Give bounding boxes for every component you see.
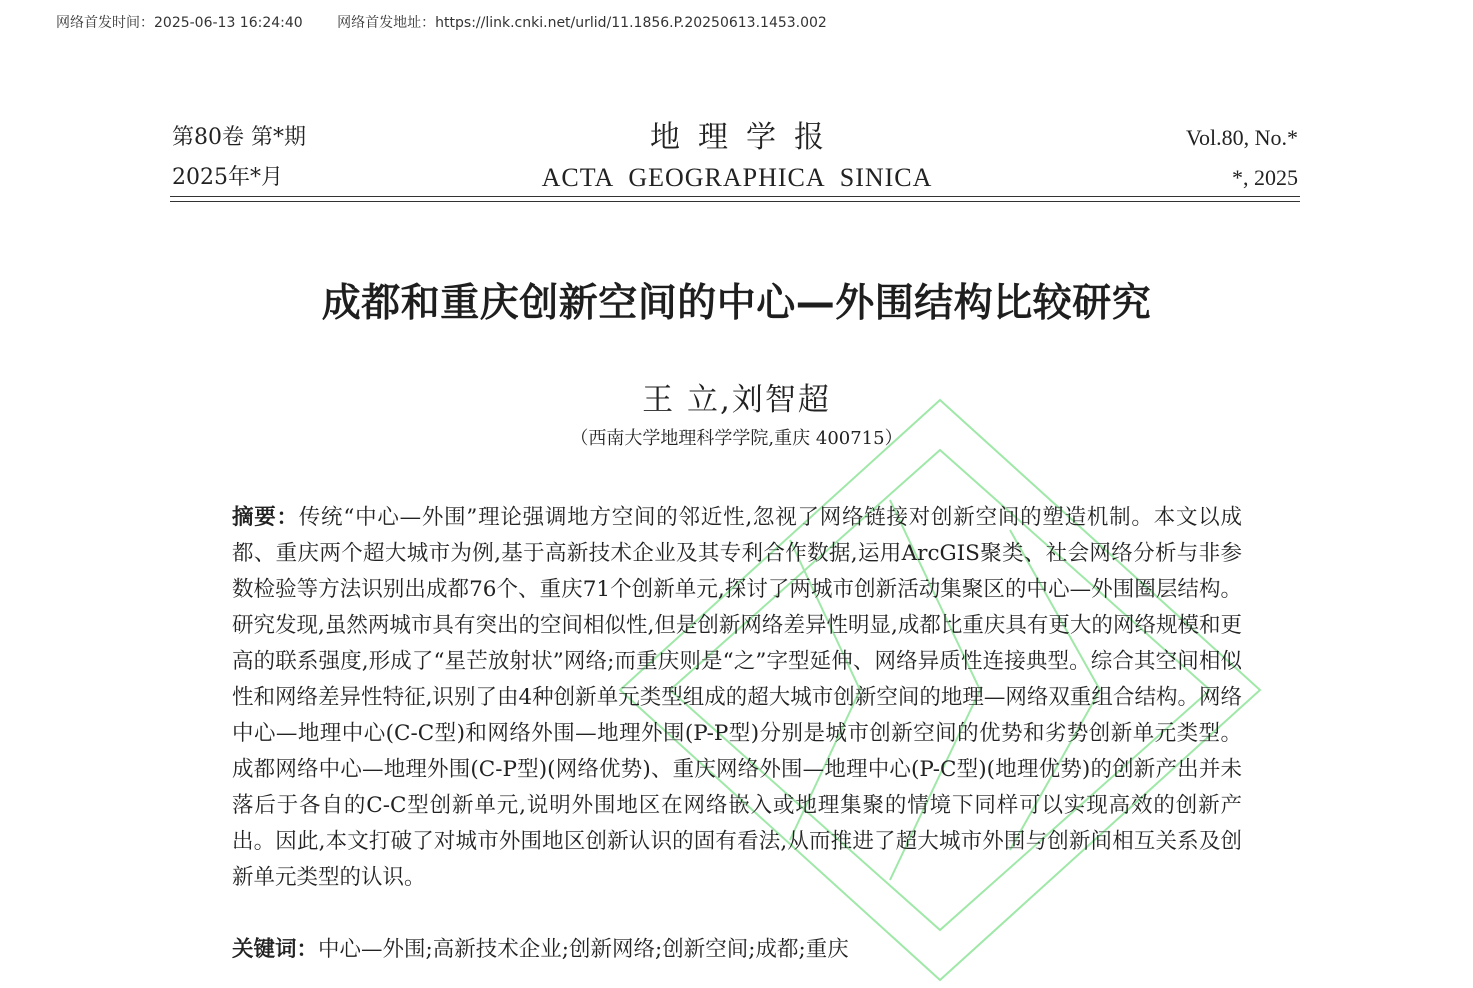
volume-cn: 第80卷 第*期 [172,125,306,150]
date-en: *, 2025 [1232,165,1298,190]
journal-issue-cn [172,118,306,198]
keywords-text: 中心—外围;高新技术企业;创新网络;创新空间;成都;重庆 [318,937,849,962]
first-publication-bar [56,12,857,32]
journal-name-cn: 地理学报 [650,120,842,155]
paper-affiliation: （西南大学地理科学学院,重庆 400715） [570,428,903,449]
journal-issue-en [1186,118,1298,198]
abstract-label: 摘要： [232,505,299,530]
journal-name-en: ACTA GEOGRAPHICA SINICA [541,163,933,192]
journal-masthead [480,116,994,196]
abstract-text: 传统“中心—外围”理论强调地方空间的邻近性,忽视了网络链接对创新空间的塑造机制。本文以成都、重庆两个超大城市为例,基于高新技术企业及其专利合作数据,运用ArcGIS聚类、社会网络分析与非参数检验等方法识别出成都76个、重庆71个创新单元,探讨了两城市创新活动集聚区的中心—外围圈层结构。研究发现,虽然两城市具有突出的空间相似性,但是创新网络差异性明显,成都比重庆具有更大的网络规模和更高的联系强度,形成了“星芒放射状”网络;而重庆则是“之”字型延伸、网络异质性连接典型。综合其空间相似性和网络差异性特征,识别了由4种创新单元类型组成的超大城市创新空间的地理—网络双重组合结构。网络中心—地理中心(C-C型)和网络外围—地理外围(P-P型)分别是城市创新空间的优势和劣势创新单元类型。成都网络中心—地理外围(C-P型)(网络优势)、重庆网络外围—地理中心(P-C型)(地理优势)的创新产出并未落后于各自的C-C型创新单元,说明外围地区在网络嵌入或地理集聚的情境下同样可以实现高效的创新产出。因此,本文打破了对城市外围地区创新认识的固有看法,从而推进了超大城市外围与创新间相互关系及创新单元类型的认识。 [232,505,1242,890]
header-rule-thin [170,201,1300,202]
header-rule-thick [170,196,1300,197]
abstract-block [232,500,1242,896]
volume-en: Vol.80, No.* [1185,125,1298,150]
keywords-label: 关键词： [232,937,319,962]
first-pub-url[interactable]: 网络首发地址：https://link.cnki.net/urlid/11.1856.P.20250613.1453.002 [337,15,827,31]
keywords-block [232,932,1242,968]
first-pub-time: 网络首发时间：2025-06-13 16:24:40 [56,15,303,31]
date-cn: 2025年*月 [172,165,283,190]
paper-authors: 王 立,刘智超 [642,382,831,418]
paper-title: 成都和重庆创新空间的中心—外围结构比较研究 [321,281,1152,326]
